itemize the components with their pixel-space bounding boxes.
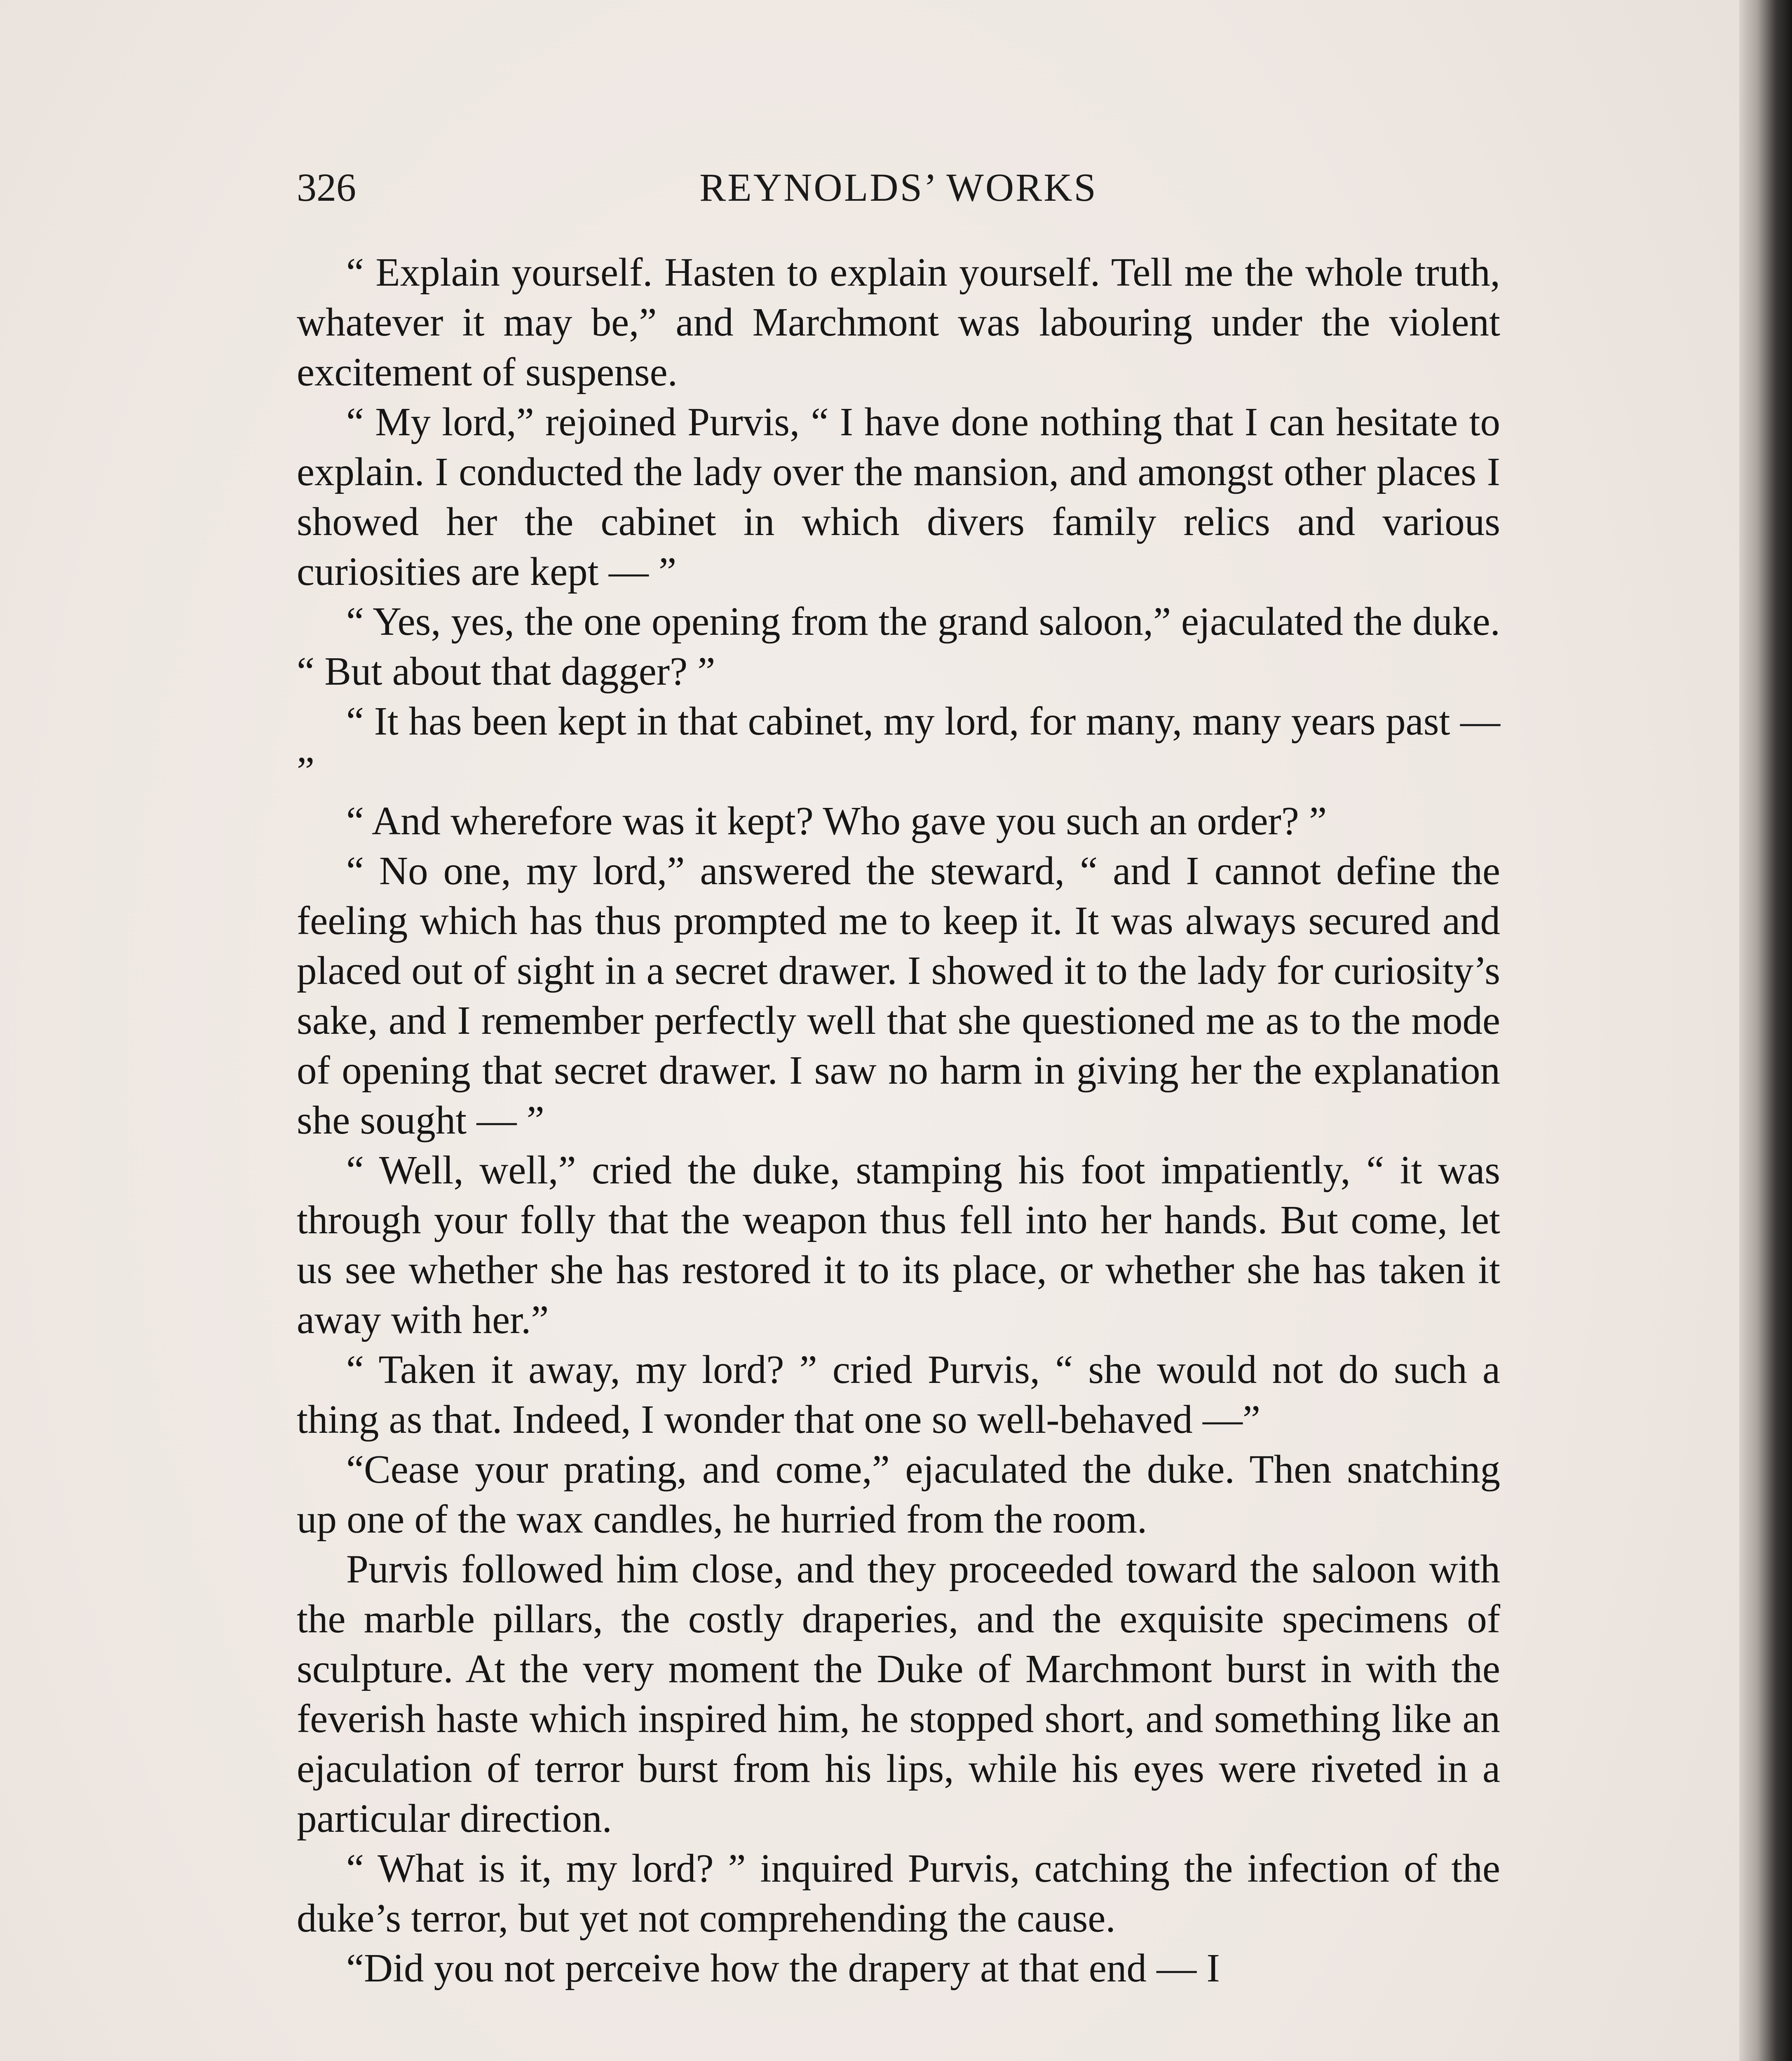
paragraph: “ What is it, my lord? ” inquired Purvis, catching the infection of the duke’s terror, but yet not comprehending the cause. (297, 1846, 1500, 1940)
page-header (297, 163, 1500, 221)
paragraph: “ Taken it away, my lord? ” cried Purvis, “ she would not do such a thing as that. Indeed, I wonder that one so well-behaved —” (297, 1347, 1500, 1441)
paragraph: “Cease your prating, and come,” ejaculated the duke. Then snatching up one of the wax candles, he hurried from the room. (297, 1447, 1500, 1541)
paragraph: “ My lord,” rejoined Purvis, “ I have done nothing that I can hesitate to explain. I conducted the lady over the mansion, and amongst other places I showed her the cabinet in which divers family relics and various curiosities are kept — ” (297, 400, 1500, 594)
page-number: 326 (297, 165, 356, 209)
body-text (297, 247, 1500, 1993)
paragraph: “Did you not perceive how the drapery at that end — I (346, 1946, 1220, 1990)
paragraph: “ Explain yourself. Hasten to explain yourself. Tell me the whole truth, whatever it may be,” and Marchmont was labouring under the violent excitement of suspense. (297, 250, 1500, 394)
paragraph: “ Yes, yes, the one opening from the grand saloon,” ejaculated the duke. “ But about that dagger? ” (297, 599, 1500, 693)
paragraph: Purvis followed him close, and they proceeded toward the saloon with the marble pillars, the costly draperies, and the exquisite specimens of sculpture. At the very moment the Duke of Marchmont burst in with the feverish haste which inspired him, he stopped short, and something like an ejaculation of terror burst from his lips, while his eyes were riveted in a particular direction. (297, 1547, 1500, 1840)
paragraph: “ No one, my lord,” answered the steward, “ and I cannot define the feeling which has thus prompted me to keep it. It was always secured and placed out of sight in a secret drawer. I showed it to the lady for curiosity’s sake, and I remember perfectly well that she questioned me as to the mode of opening that secret drawer. I saw no harm in giving her the explanation she sought — ” (297, 849, 1500, 1142)
page-edge-shadow (1739, 0, 1792, 2061)
running-head: REYNOLDS’ WORKS (699, 165, 1098, 209)
paragraph: “ And wherefore was it kept? Who gave you such an order? ” (346, 799, 1327, 843)
paragraph: “ Well, well,” cried the duke, stamping his foot impatiently, “ it was through your folly that the weapon thus fell into her hands. But come, let us see whether she has restored it to its place, or whether she has taken it away with her.” (297, 1148, 1500, 1342)
paragraph: “ It has been kept in that cabinet, my lord, for many, many years past — ” (297, 699, 1500, 793)
